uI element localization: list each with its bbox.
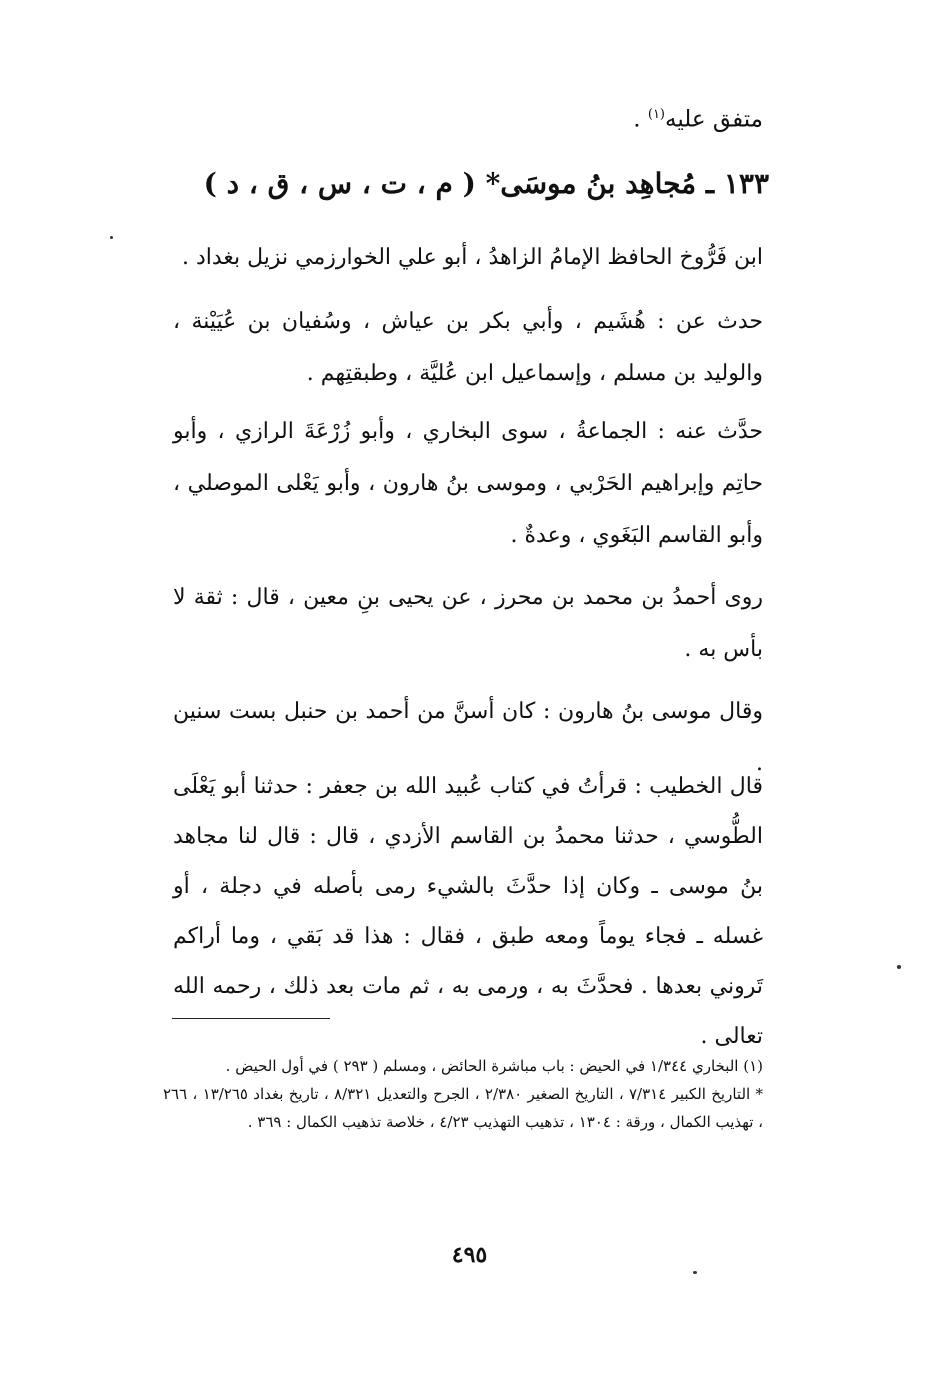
previous-entry-end	[633, 108, 763, 132]
previous-entry-tail: .	[633, 106, 648, 133]
paragraph-teachers: حدث عن : هُشَيم ، وأبي بكر بن عياش ، وسُفيان بن عُيَيْنة ، والوليد بن مسلم ، وإسماعيل ابن عُليَّة ، وطبقتِهم .	[173, 309, 763, 386]
paragraph-ibn-main-verdict: روى أحمدُ بن محمد بن محرز ، عن يحيى بنِ معين ، قال : ثقة لا بأس به .	[173, 585, 763, 662]
footnote-1: (١) البخاري ١/٣٤٤ في الحيض : باب مباشرة الحائض ، ومسلم ( ٢٩٣ ) في أول الحيض .	[225, 1057, 763, 1075]
previous-entry-text: متفق عليه	[665, 106, 763, 133]
scan-speck	[693, 1271, 697, 1274]
footnotes	[163, 1052, 763, 1136]
footnote-separator	[172, 1018, 330, 1019]
scan-speck	[897, 965, 901, 969]
footnote-star: * التاريخ الكبير ٧/٣١٤ ، التاريخ الصغير ٢/٣٨٠ ، الجرح والتعديل ٨/٣٢١ ، تاريخ بغداد ١٣/٢٦٥ ، ٢٦٦ ، تهذيب الكمال ، ورقة : ١٣٠٤ ، تذهيب التهذيب ٤/٢٣ ، خلاصة تذهيب الكمال : ٣٦٩ .	[163, 1085, 763, 1131]
paragraph-students: حدَّث عنه : الجماعةُ ، سوى البخاري ، وأبو زُرْعَةَ الرازي ، وأبو حاتِم وإبراهيم الحَرْبي ، وموسى بنُ هارون ، وأبو يَعْلى الموصلي ، وأبو القاسم البَغَوي ، وعدةٌ .	[173, 419, 763, 548]
paragraph-musa-harun: وقال موسى بنُ هارون : كان أسنَّ من أحمد بن حنبل بست سنين .	[173, 699, 763, 776]
footnote-marker: (١)	[647, 107, 665, 122]
page-number: ٤٩٥	[451, 1242, 488, 1268]
paragraph-khatib-report: قال الخطيب : قرأتُ في كتاب عُبيد الله بن جعفر : حدثنا أبو يَعْلَى الطُّوسي ، حدثنا محمدُ بن القاسم الأزدي ، قال : قال لنا مجاهد بنُ موسى ـ وكان إذا حدَّثَ بالشيء رمى بأصله في دجلة ، أو غسله ـ فجاء يوماً ومعه طبق ، فقال : هذا قد بَقي ، وما أراكم تَروني بعدها . فحدَّثَ به ، ورمى به ، ثم مات بعد ذلك ، رحمه الله تعالى .	[173, 774, 763, 1049]
entry-heading: ١٣٣ ـ مُجاهِد بنُ موسَى* ( م ، ت ، س ، ق ، د )	[203, 167, 769, 200]
paragraph-lineage: ابن فَرُّوخ الحافظ الإمامُ الزاهدُ ، أبو علي الخوارزمي نزيل بغداد .	[181, 245, 763, 270]
scan-speck	[110, 236, 113, 239]
